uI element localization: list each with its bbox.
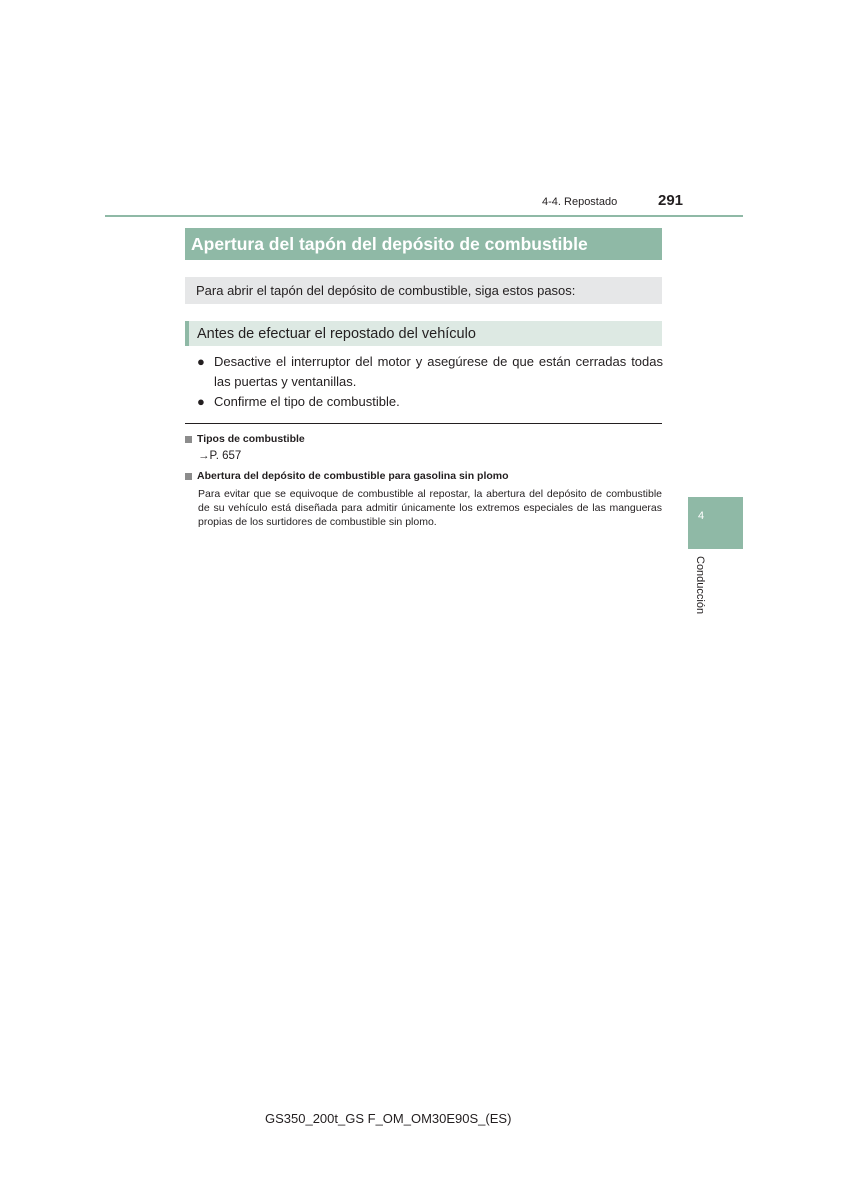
square-bullet-icon xyxy=(185,436,192,443)
note-fuel-opening xyxy=(185,469,662,529)
square-bullet-icon xyxy=(185,473,192,480)
chapter-tab xyxy=(688,497,743,549)
subsection-title: Antes de efectuar el repostado del vehículo xyxy=(197,325,476,342)
chapter-number: 4 xyxy=(698,510,705,522)
note-heading: Tipos de combustible xyxy=(197,433,305,445)
note-heading: Abertura del depósito de combustible para gasolina sin plomo xyxy=(197,470,509,482)
header-rule xyxy=(105,215,743,217)
bullet-text: Confirme el tipo de combustible. xyxy=(214,394,400,409)
main-title-bar xyxy=(185,228,662,260)
main-title: Apertura del tapón del depósito de combustible xyxy=(191,233,588,254)
page-reference-link[interactable]: →P. 657 xyxy=(198,450,242,462)
list-item xyxy=(197,392,663,412)
section-label: 4-4. Repostado xyxy=(542,196,618,208)
intro-box xyxy=(185,277,662,304)
bullet-list xyxy=(197,352,663,413)
chapter-label: Conducción xyxy=(694,556,706,615)
intro-text: Para abrir el tapón del depósito de combustible, siga estos pasos: xyxy=(196,283,576,298)
divider xyxy=(185,423,662,424)
bullet-text: Desactive el interruptor del motor y asegúrese de que están cerradas todas las puertas y ventanillas. xyxy=(214,354,663,389)
note-fuel-types xyxy=(185,432,662,465)
note-body: Para evitar que se equivoque de combustible al repostar, la abertura del depósito de combustible de su vehículo está diseñada para admitir únicamente los extremos especiales de las mangueras propias de los surtidores de combustible sin plomo. xyxy=(198,488,662,528)
document-code: GS350_200t_GS F_OM_OM30E90S_(ES) xyxy=(265,1111,512,1126)
page-number: 291 xyxy=(658,192,684,209)
bullet-icon: ● xyxy=(197,394,205,409)
subsection-bar xyxy=(185,321,662,346)
list-item xyxy=(197,352,663,391)
bullet-icon: ● xyxy=(197,354,205,369)
